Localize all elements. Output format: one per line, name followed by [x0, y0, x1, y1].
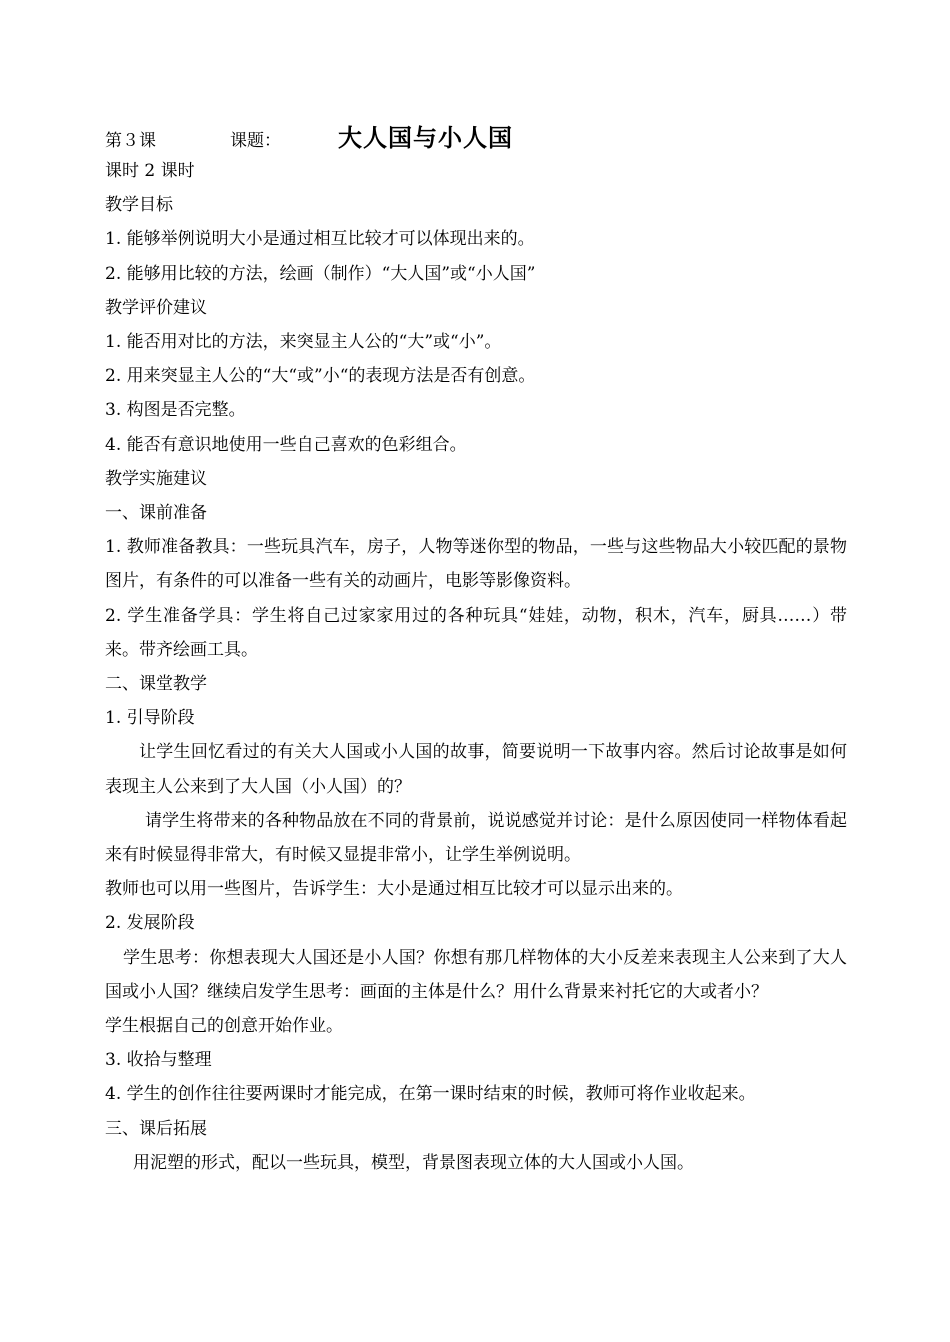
lesson-number: 第３课: [105, 131, 156, 151]
after-class-paragraph: 用泥塑的形式，配以一些玩具，模型，背景图表现立体的大人国或小人国。: [133, 1152, 694, 1173]
stage-1-paragraph-1: 让学生回忆看过的有关大人国或小人国的故事，简要说明一下故事内容。然后讨论故事是如何表现主人公来到了大人国（小人国）的？: [105, 742, 847, 797]
stage-2-paragraph-2: 学生根据自己的创意开始作业。: [105, 1016, 343, 1037]
after-class-heading: 三、课后拓展: [105, 1118, 207, 1139]
stage-4-item: 4. 学生的创作往往要两课时才能完成，在第一课时结束的时候，教师可将作业收起来。: [105, 1084, 756, 1105]
classroom-heading: 二、课堂教学: [105, 674, 207, 695]
implementation-heading: 教学实施建议: [105, 468, 207, 489]
evaluation-item-2: 2. 用来突显主人公的“大“或”小“的表现方法是否有创意。: [105, 366, 536, 387]
stage-1-paragraph-2: 请学生将带来的各种物品放在不同的背景前，说说感觉并讨论：是什么原因使同一样物体看起来有时候显得非常大，有时候又显提非常小，让学生举例说明。: [105, 810, 847, 866]
topic-label: 课题：: [230, 131, 281, 151]
document-page: [105, 118, 847, 1180]
preparation-item-1: 1. 教师准备教具：一些玩具汽车，房子，人物等迷你型的物品，一些与这些物品大小较匹配的景物图片，有条件的可以准备一些有关的动画片，电影等影像资料。: [105, 537, 847, 592]
goal-item-1: 1. 能够举例说明大小是通过相互比较才可以体现出来的。: [105, 229, 535, 250]
evaluation-item-3: 3. 构图是否完整。: [105, 400, 246, 421]
goal-item-2: 2. 能够用比较的方法，绘画（制作）“大人国”或“小人国”: [105, 263, 536, 284]
goals-heading: 教学目标: [105, 195, 173, 216]
stage-2-paragraph-1: 学生思考：你想表现大人国还是小人国？你想有那几样物体的大小反差来表现主人公来到了大人国或小人国？继续启发学生思考：画面的主体是什么？用什么背景来衬托它的大或者小？: [105, 947, 847, 1002]
preparation-item-2: 2. 学生准备学具：学生将自己过家家用过的各种玩具“娃娃，动物，积木，汽车，厨具……）带来。带齐绘画工具。: [105, 605, 847, 660]
evaluation-heading: 教学评价建议: [105, 297, 207, 318]
document-title: 大人国与小人国: [338, 123, 513, 152]
lesson-header: [105, 118, 847, 154]
evaluation-item-1: 1. 能否用对比的方法，来突显主人公的“大”或“小”。: [105, 332, 502, 353]
evaluation-item-4: 4. 能否有意识地使用一些自己喜欢的色彩组合。: [105, 434, 467, 455]
stage-3-heading: 3. 收拾与整理: [105, 1050, 212, 1071]
document-body: [105, 154, 847, 1180]
stage-1-heading: 1. 引导阶段: [105, 708, 195, 729]
stage-2-heading: 2. 发展阶段: [105, 913, 195, 934]
preparation-heading: 一、课前准备: [105, 503, 207, 524]
lesson-hours: 课时 2 课时: [105, 161, 195, 181]
stage-1-paragraph-3: 教师也可以用一些图片，告诉学生：大小是通过相互比较才可以显示出来的。: [105, 879, 683, 900]
